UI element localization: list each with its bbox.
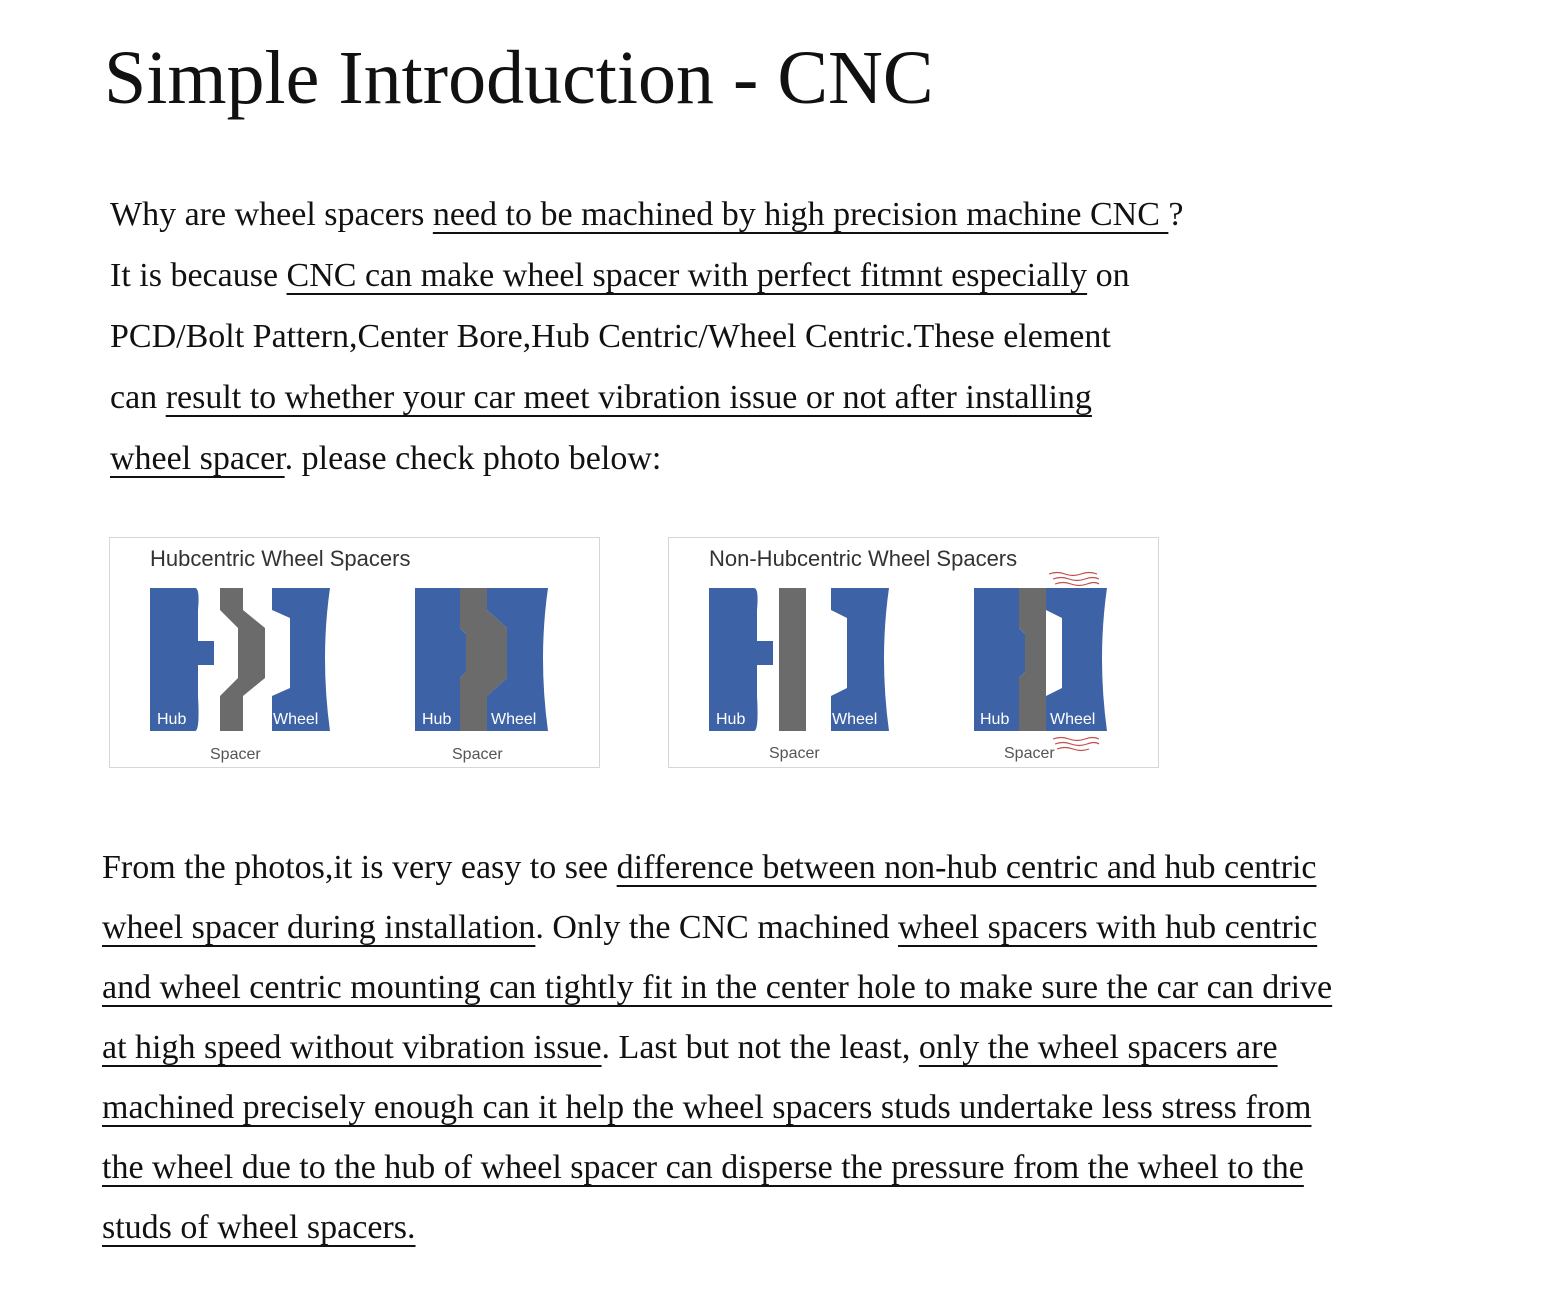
underlined-text: CNC can make wheel spacer with perfect fitmnt especially	[286, 257, 1088, 294]
text: . Only the CNC machined	[535, 909, 898, 946]
text: can	[110, 379, 166, 416]
text: ?	[1168, 196, 1184, 233]
wheel-shape	[1046, 588, 1107, 731]
non-hubcentric-diagram	[668, 537, 1159, 768]
underlined-text: wheel spacers with hub centric	[898, 909, 1318, 946]
underlined-text: at high speed without vibration issue	[102, 1029, 602, 1066]
intro-line	[110, 312, 1410, 373]
hub-label: Hub	[716, 711, 746, 728]
outro-line	[102, 1143, 1502, 1203]
underlined-text: wheel spacer	[110, 440, 285, 477]
underlined-text: difference between non-hub centric and hub centric	[616, 849, 1317, 886]
intro-line	[110, 434, 1410, 495]
wheel-label: Wheel	[491, 711, 537, 728]
text: It is because	[110, 257, 287, 294]
underlined-text: need to be machined by high precision machine CNC	[432, 196, 1169, 233]
outro-line	[102, 963, 1502, 1023]
text: From the photos,it is very easy to see	[102, 849, 617, 886]
hub-shape	[150, 588, 214, 731]
hub-label: Hub	[422, 711, 452, 728]
text: Why are wheel spacers	[110, 196, 433, 233]
intro-line	[110, 373, 1410, 434]
underlined-text: and wheel centric mounting can tightly fit in the center hole to make sure the car can drive	[102, 969, 1333, 1006]
spacer-shape	[779, 588, 806, 731]
underlined-text: the wheel due to the hub of wheel spacer can disperse the pressure from the wheel to the	[102, 1149, 1304, 1186]
hub-label: Hub	[157, 711, 187, 728]
text: . Last but not the least,	[601, 1029, 919, 1066]
diagram-title: Hubcentric Wheel Spacers	[150, 546, 411, 571]
hub-shape	[415, 588, 466, 731]
wheel-label: Wheel	[273, 711, 319, 728]
intro-line	[110, 251, 1410, 312]
spacer-shape	[220, 588, 265, 731]
hub-label: Hub	[980, 711, 1010, 728]
underlined-text: studs of wheel spacers.	[102, 1209, 416, 1246]
outro-line	[102, 1203, 1502, 1263]
underlined-text: machined precisely enough can it help the wheel spacers studs undertake less stress from	[102, 1089, 1312, 1126]
non-hubcentric-illustration	[669, 538, 1160, 769]
wheel-label: Wheel	[832, 711, 878, 728]
outro-line	[102, 843, 1502, 903]
outro-line	[102, 1083, 1502, 1143]
intro-paragraph	[110, 190, 1410, 495]
text: . please check photo below:	[284, 440, 662, 477]
hubcentric-illustration	[110, 538, 601, 769]
wheel-shape	[831, 588, 889, 731]
hub-shape	[974, 588, 1025, 731]
wheel-shape	[272, 588, 330, 731]
spacer-label: Spacer	[452, 746, 503, 763]
outro-line	[102, 903, 1502, 963]
outro-paragraph	[102, 843, 1502, 1263]
spacer-label: Spacer	[769, 745, 820, 762]
spacer-label: Spacer	[210, 746, 261, 763]
text: PCD/Bolt Pattern,Center Bore,Hub Centric/Wheel Centric.These element	[110, 318, 1111, 355]
hub-shape	[709, 588, 773, 731]
intro-line	[110, 190, 1410, 251]
hubcentric-diagram	[109, 537, 600, 768]
diagram-title: Non-Hubcentric Wheel Spacers	[709, 546, 1018, 571]
underlined-text: result to whether your car meet vibration issue or not after installing	[165, 379, 1092, 416]
underlined-text: only the wheel spacers are	[918, 1029, 1278, 1066]
underlined-text: wheel spacer during installation	[102, 909, 536, 946]
page-title: Simple Introduction - CNC	[104, 36, 934, 120]
outro-line	[102, 1023, 1502, 1083]
spacer-label: Spacer	[1004, 745, 1055, 762]
wheel-label: Wheel	[1050, 711, 1096, 728]
text: on	[1087, 257, 1130, 294]
